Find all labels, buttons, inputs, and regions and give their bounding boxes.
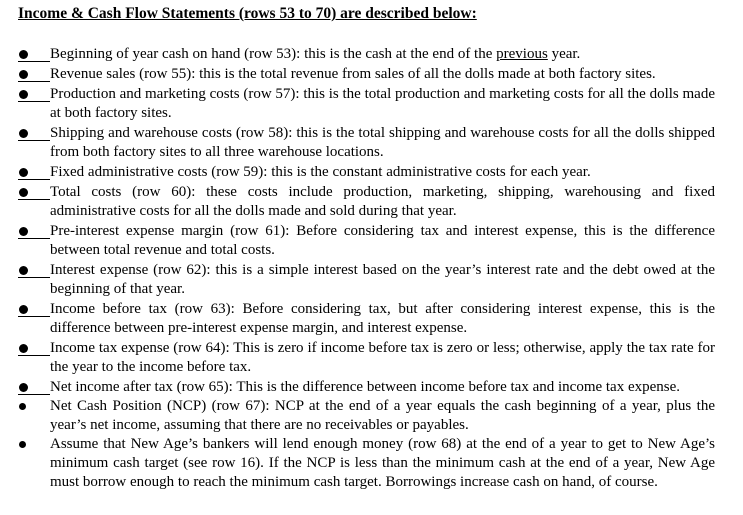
list-item-row-58 bbox=[18, 124, 715, 162]
bullet-icon bbox=[18, 397, 50, 416]
item-text: Income before tax (row 63): Before considering tax, but after considering interest expense, this is the difference between pre-interest expense margin, and interest expense. bbox=[50, 301, 715, 336]
bullet-icon bbox=[18, 124, 50, 143]
list-item-row-57 bbox=[18, 85, 715, 123]
list-item-row-53 bbox=[18, 45, 715, 64]
emphasized-word: previous bbox=[496, 46, 548, 62]
item-text: Net income after tax (row 65): This is the difference between income before tax and income tax expense. bbox=[50, 379, 681, 395]
bullet-icon bbox=[18, 65, 50, 84]
bullet-icon bbox=[18, 300, 50, 319]
item-text: Production and marketing costs (row 57): this is the total production and marketing costs for all the dolls made at both factory sites. bbox=[50, 86, 715, 121]
item-text: Shipping and warehouse costs (row 58): this is the total shipping and warehouse costs for all the dolls shipped from both factory sites to all three warehouse locations. bbox=[50, 125, 715, 160]
bullet-icon bbox=[18, 435, 50, 454]
bullet-icon bbox=[18, 378, 50, 397]
list-item-row-55 bbox=[18, 65, 715, 84]
list-item-row-60 bbox=[18, 183, 715, 221]
item-text-end: year. bbox=[547, 46, 581, 62]
bullet-icon bbox=[18, 183, 50, 202]
bullet-icon bbox=[18, 85, 50, 104]
list-item-row-65 bbox=[18, 378, 715, 397]
item-text: Fixed administrative costs (row 59): this is the constant administrative costs for each year. bbox=[50, 164, 591, 180]
item-text: Assume that New Age’s bankers will lend enough money (row 68) at the end of a year to get to New Age’s minimum cash target (see row 16). If the NCP is less than the minimum cash at the end of a year, New Age must borrow enough to reach the minimum cash target. Borrowings increase cash on hand, of course. bbox=[50, 436, 715, 490]
bullet-icon bbox=[18, 261, 50, 280]
list-item-row-59 bbox=[18, 163, 715, 182]
bullet-icon bbox=[18, 222, 50, 241]
bullet-icon bbox=[18, 45, 50, 64]
item-text: Beginning of year cash on hand (row 53): this is the cash at the end of the bbox=[50, 46, 497, 62]
bullet-icon bbox=[18, 163, 50, 182]
list-item-row-61 bbox=[18, 222, 715, 260]
item-text: Revenue sales (row 55): this is the total revenue from sales of all the dolls made at both factory sites. bbox=[50, 66, 656, 82]
list-item-row-67 bbox=[18, 397, 715, 435]
list-item-row-68 bbox=[18, 435, 715, 492]
list-item-row-64 bbox=[18, 339, 715, 377]
section-heading: Income & Cash Flow Statements (rows 53 to 70) are described below: bbox=[18, 5, 477, 22]
item-text: Net Cash Position (NCP) (row 67): NCP at the end of a year equals the cash beginning of a year, plus the year’s net income, assuming that there are no receivables or payables. bbox=[50, 398, 715, 433]
item-text: Income tax expense (row 64): This is zero if income before tax is zero or less; otherwise, apply the tax rate for the year to the income before tax. bbox=[50, 340, 715, 375]
item-text: Total costs (row 60): these costs include production, marketing, shipping, warehousing and fixed administrative costs for all the dolls made and sold during that year. bbox=[50, 184, 715, 219]
item-text: Pre-interest expense margin (row 61): Before considering tax and interest expense, this is the difference between total revenue and total costs. bbox=[50, 223, 715, 258]
list-item-row-62 bbox=[18, 261, 715, 299]
item-text: Interest expense (row 62): this is a simple interest based on the year’s interest rate and the debt owed at the beginning of that year. bbox=[50, 262, 715, 297]
bullet-icon bbox=[18, 339, 50, 358]
list-item-row-63 bbox=[18, 300, 715, 338]
statement-row-list bbox=[18, 45, 715, 492]
